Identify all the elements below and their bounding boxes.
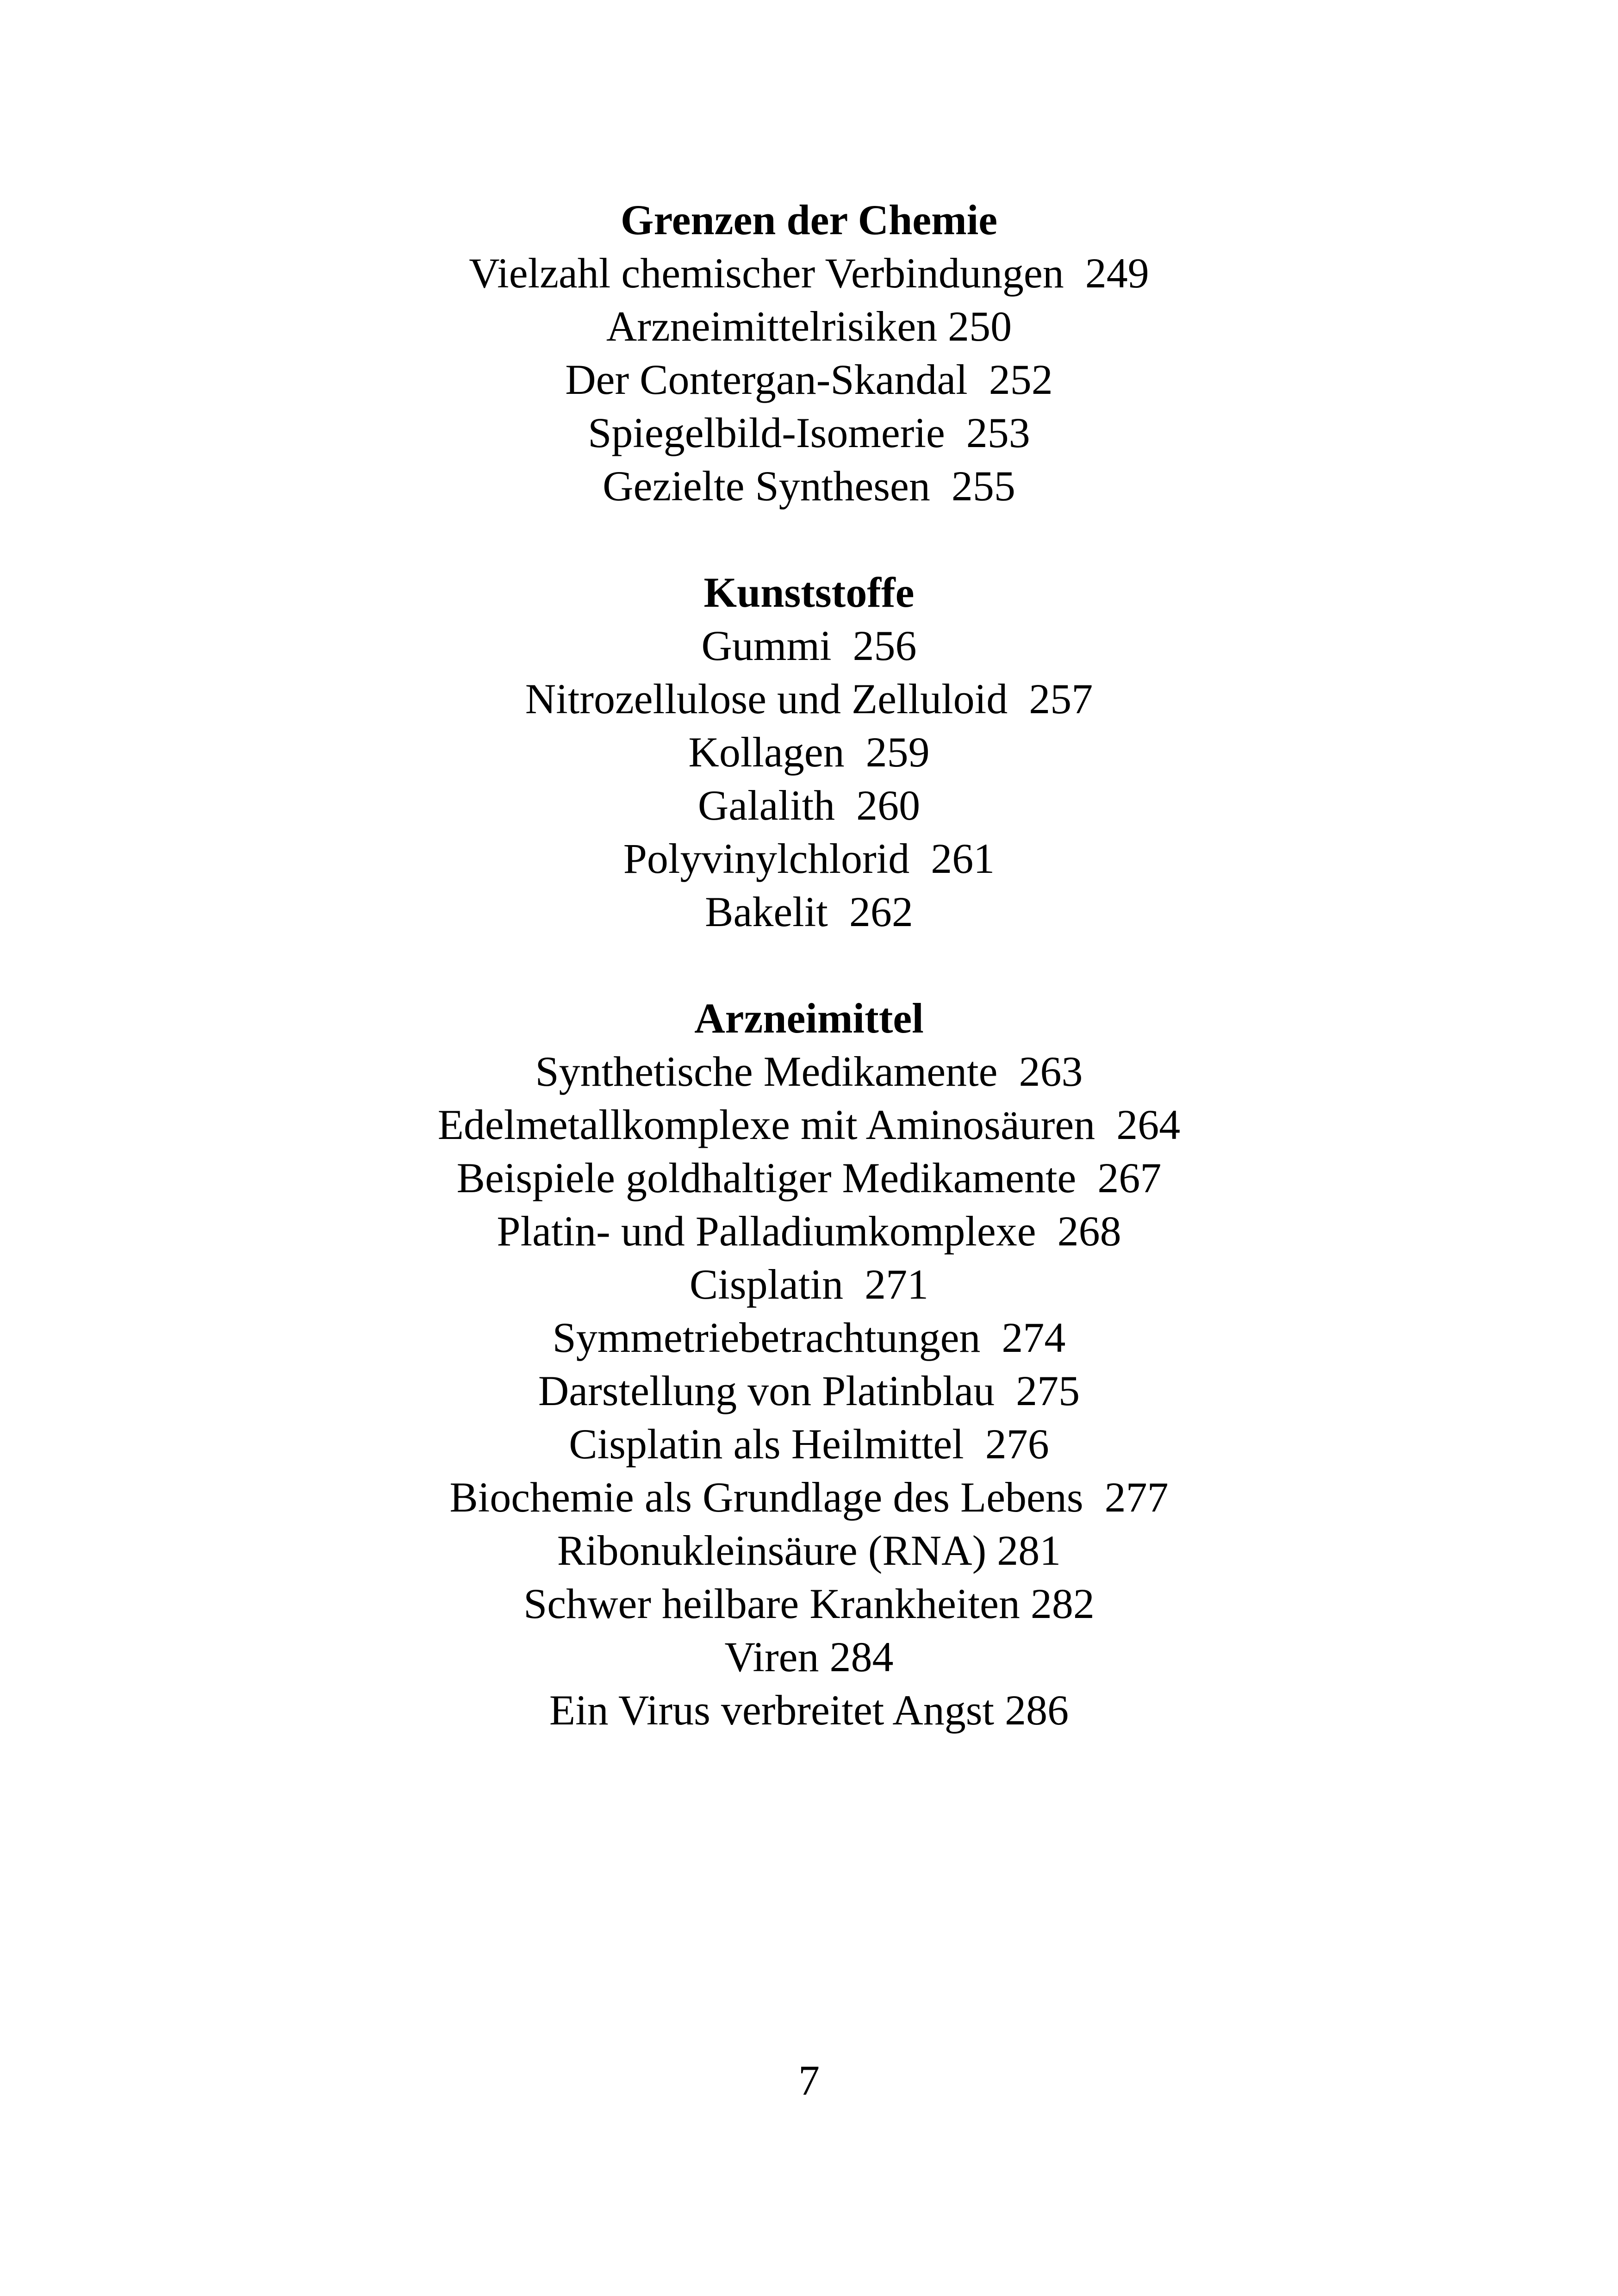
toc-entry: Schwer heilbare Krankheiten 282 bbox=[523, 1580, 1095, 1627]
toc-section-kunststoffe bbox=[0, 566, 1618, 939]
toc-entry: Polyvinylchlorid 261 bbox=[623, 835, 995, 882]
toc-entry: Beispiele goldhaltiger Medikamente 267 bbox=[456, 1154, 1162, 1201]
section-heading: Arzneimittel bbox=[694, 995, 924, 1042]
toc-entry: Galalith 260 bbox=[697, 782, 921, 829]
toc-entry: Ribonukleinsäure (RNA) 281 bbox=[557, 1527, 1061, 1574]
toc-section-grenzen-der-chemie bbox=[0, 193, 1618, 513]
toc-entry: Vielzahl chemischer Verbindungen 249 bbox=[469, 249, 1149, 297]
toc-entry: Bakelit 262 bbox=[705, 888, 913, 935]
toc-entry: Gummi 256 bbox=[701, 622, 917, 669]
toc-entry: Spiegelbild-Isomerie 253 bbox=[588, 409, 1030, 456]
toc-entry: Cisplatin als Heilmittel 276 bbox=[569, 1420, 1049, 1468]
toc-entry: Ein Virus verbreitet Angst 286 bbox=[549, 1686, 1069, 1734]
section-heading: Grenzen der Chemie bbox=[620, 196, 998, 243]
toc-entry: Symmetriebetrachtungen 274 bbox=[552, 1314, 1066, 1361]
table-of-contents bbox=[0, 193, 1618, 1737]
toc-entry: Nitrozellulose und Zelluloid 257 bbox=[525, 675, 1093, 722]
toc-entry: Biochemie als Grundlage des Lebens 277 bbox=[449, 1474, 1169, 1521]
toc-entry: Viren 284 bbox=[724, 1633, 894, 1680]
toc-entry: Kollagen 259 bbox=[688, 728, 930, 776]
page-number: 7 bbox=[798, 2057, 820, 2104]
toc-entry: Der Contergan-Skandal 252 bbox=[565, 356, 1053, 403]
toc-entry: Gezielte Synthesen 255 bbox=[603, 462, 1015, 510]
toc-entry: Edelmetallkomplexe mit Aminosäuren 264 bbox=[437, 1101, 1181, 1148]
toc-entry: Arzneimittelrisiken 250 bbox=[606, 303, 1012, 350]
toc-entry: Synthetische Medikamente 263 bbox=[535, 1048, 1083, 1095]
toc-section-arzneimittel bbox=[0, 992, 1618, 1737]
section-heading: Kunststoffe bbox=[703, 569, 915, 616]
toc-entry: Darstellung von Platinblau 275 bbox=[538, 1367, 1080, 1414]
toc-entry: Cisplatin 271 bbox=[689, 1261, 929, 1308]
toc-entry: Platin- und Palladiumkomplexe 268 bbox=[497, 1207, 1121, 1255]
